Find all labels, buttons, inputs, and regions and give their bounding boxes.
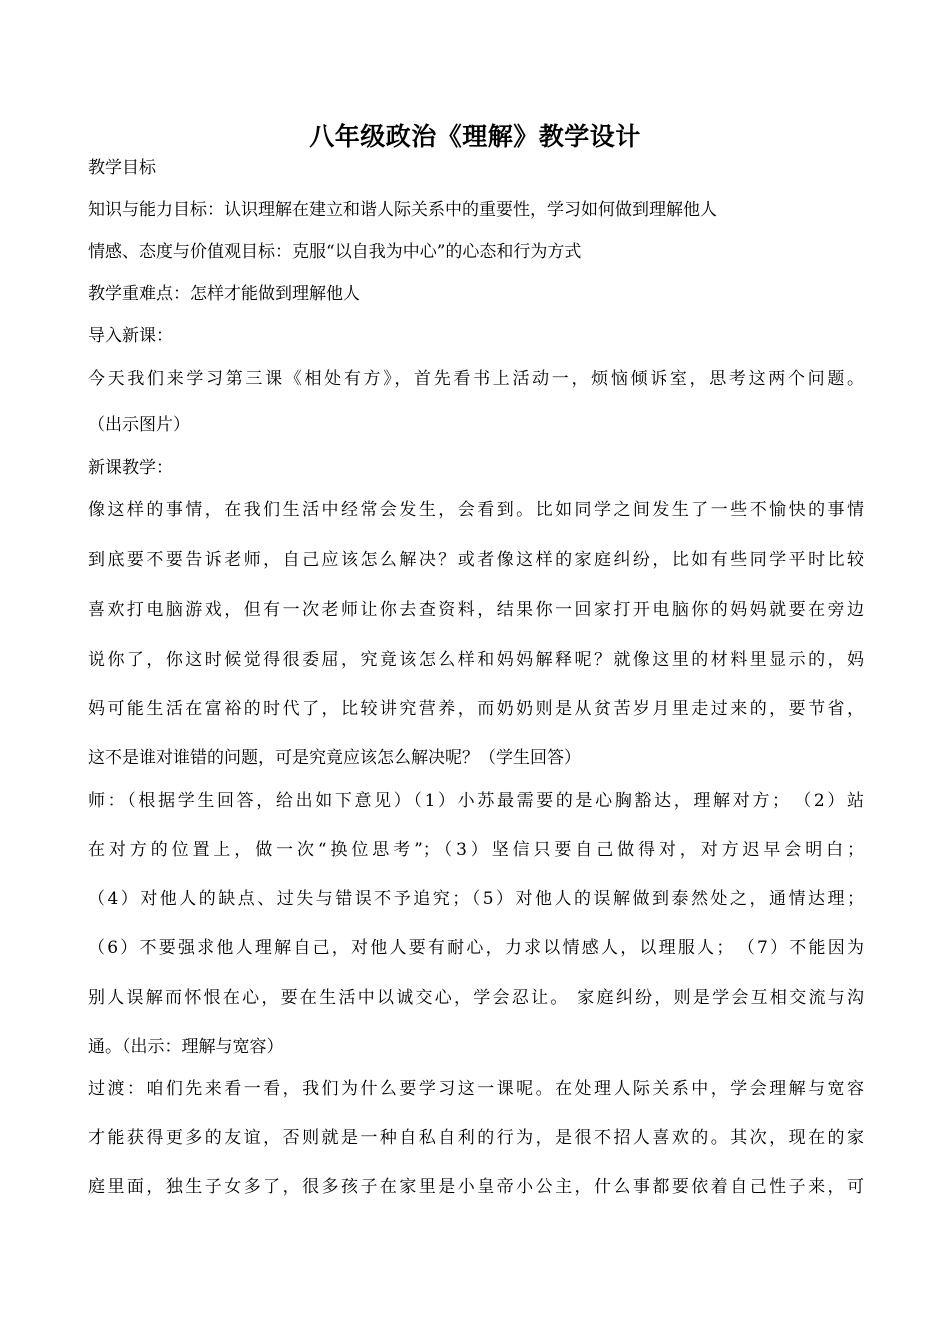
text-line: 妈可能生活在富裕的时代了，比较讲究营养，而奶奶则是从贫苦岁月里走过来的，要节省，	[88, 699, 864, 719]
text-line: 像这样的事情，在我们生活中经常会发生，会看到。比如同学之间发生了一些不愉快的事情	[88, 500, 864, 520]
text-line: 说你了，你这时候觉得很委屈，究竟该怎么样和妈妈解释呢？就像这里的材料里显示的，妈	[88, 650, 864, 670]
text-line: 庭里面，独生子女多了，很多孩子在家里是小皇帝小公主，什么事都要依着自己性子来，可	[88, 1177, 864, 1197]
text-line: 教学重难点：怎样才能做到理解他人	[88, 284, 360, 304]
text-line: 在对方的位置上，做一次“换位思考”；（3）坚信只要自己做得对，对方迟早会明白；	[88, 840, 864, 860]
text-line: 喜欢打电脑游戏，但有一次老师让你去查资料，结果你一回家打开电脑你的妈妈就要在旁边	[88, 600, 864, 620]
text-line: 师：（根据学生回答，给出如下意见）（1）小苏最需要的是心胸豁达，理解对方； （2）站	[88, 791, 864, 811]
text-line: 情感、态度与价值观目标：克服“以自我为中心”的心态和行为方式	[88, 242, 582, 262]
text-line: （6）不要强求他人理解自己，对他人要有耐心，力求以情感人，以理服人； （7）不能因为	[88, 938, 864, 958]
text-line: 导入新课：	[88, 326, 173, 346]
document-title: 八年级政治《理解》教学设计	[309, 122, 641, 151]
text-line: （出示图片）	[88, 415, 190, 435]
text-line: （4）对他人的缺点、过失与错误不予追究；（5）对他人的误解做到泰然处之，通情达理；	[88, 889, 864, 909]
text-line: 这不是谁对谁错的问题，可是究竟应该怎么解决呢？（学生回答）	[88, 748, 581, 768]
text-line: 到底要不要告诉老师，自己应该怎么解决？或者像这样的家庭纠纷，比如有些同学平时比较	[88, 550, 864, 570]
text-line: 通。（出示：理解与宽容）	[88, 1037, 284, 1057]
text-line: 过渡：咱们先来看一看，我们为什么要学习这一课呢。在处理人际关系中，学会理解与宽容	[88, 1079, 864, 1099]
text-line: 新课教学：	[88, 458, 173, 478]
text-line: 今天我们来学习第三课《相处有方》，首先看书上活动一，烦恼倾诉室，思考这两个问题。	[88, 369, 864, 389]
text-line: 别人误解而怀恨在心，要在生活中以诚交心，学会忍让。 家庭纠纷，则是学会互相交流与沟	[88, 988, 864, 1008]
text-line: 教学目标	[88, 158, 156, 178]
text-line: 才能获得更多的友谊，否则就是一种自私自利的行为，是很不招人喜欢的。其次，现在的家	[88, 1128, 864, 1148]
text-line: 知识与能力目标：认识理解在建立和谐人际关系中的重要性，学习如何做到理解他人	[88, 200, 717, 220]
